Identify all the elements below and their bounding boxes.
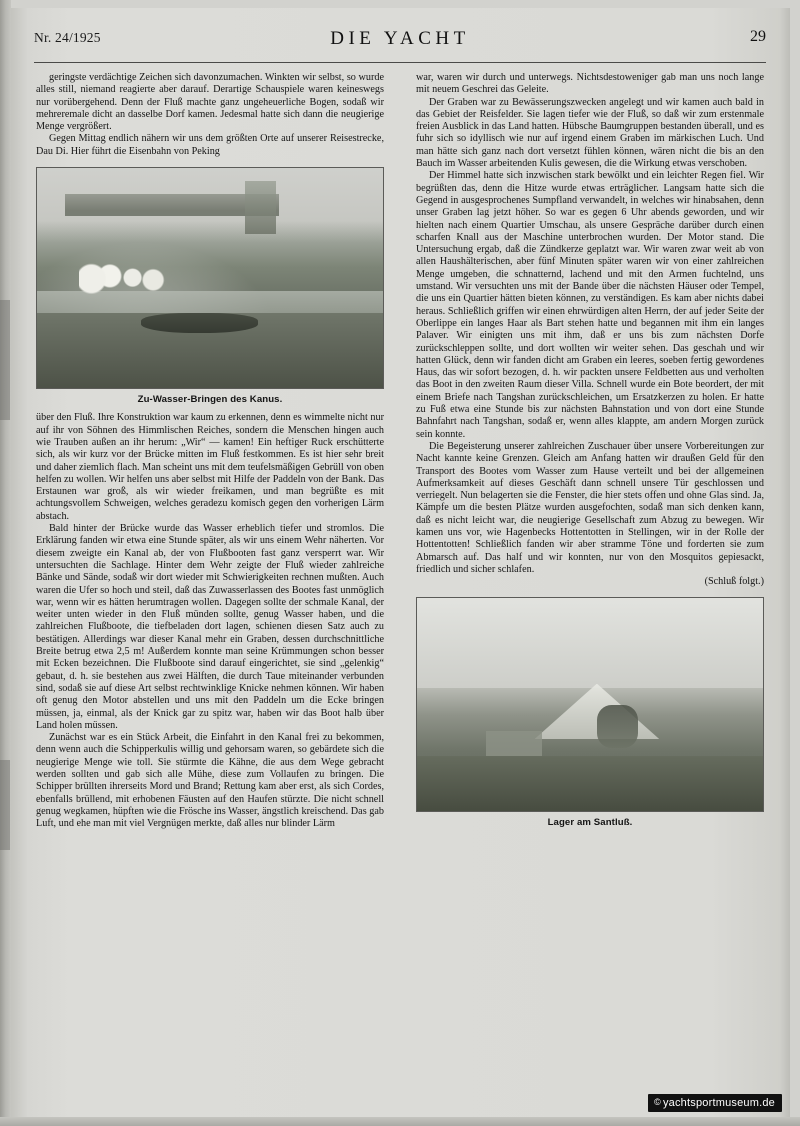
figure-caption-bottom: Lager am Santluß. (547, 817, 633, 829)
page-number: 29 (750, 28, 766, 45)
photo-river-bridge-crew (36, 167, 384, 389)
paragraph: Gegen Mittag endlich nähern wir uns dem größten Orte auf unserer Reisestrecke, Dau Di. Hier führt die Eisenbahn von Peking (36, 133, 384, 157)
paragraph: Zunächst war es ein Stück Arbeit, die Einfahrt in den Kanal frei zu bekommen, denn wenn auch die Schipperkulis willig und gehorsam waren, so gebärdete sich die neugierige Menge wie toll. Sie stürmte die Kähne, die aus dem Wege gebracht werden sollten und gab sich alle Mühe, diese zum Vollaufen zu bringen. Die Schipper brüllten ihrerseits Mord und Brand; Rettung kam aber erst, als sich Cordes, ebenfalls brüllend, mit erhobenen Fäusten auf den Haufen stürzte. Die nicht schnell genug wegkamen, hüpften wie die Frösche ins Wasser, ängstlich kreischend. Das gab Luft, und ehe man mit viel Vergnügen merkte, daß alles nur blinder Lärm (36, 732, 384, 830)
column-left (36, 72, 384, 830)
photo-detail-sky (417, 598, 763, 687)
photo-detail-people (79, 256, 183, 313)
copyright-icon: © (654, 1097, 661, 1107)
watermark-text: yachtsportmuseum.de (662, 1097, 775, 1109)
page-bottom-edge (0, 1117, 800, 1126)
header-rule (34, 62, 766, 63)
paragraph: Die Begeisterung unserer zahlreichen Zuschauer über unsere Vorbereitungen zur Nacht kannte keine Grenzen. Gleich am Anfang hatten wir draußen Geld für den Transport des Bootes vom Wasser zum Hause verteilt und bei der allgemeinen Aufmerksamkeit auf dieses Geschäft dann schnell unsere Tür geschlossen und verriegelt. Nun belagerten sie die Fenster, die hier stets offen und ohne Glas sind. Ja, Kämpfe um die besten Plätze wurden ausgefochten, sodaß man sich denken kann, daß es nicht leicht war, die neugierige Gesellschaft zum Abzug zu bewegen. Wir kamen uns vor, wie Hagenbecks Hottentotten in Stellingen, wir in der Rolle der Hottentotten! Schließlich fanden wir aber stramme Töne und forderten sie zum Abmarsch auf. Das half und wir konnten, nur von den Mosquitos gepiesackt, friedlich und sicher schlafen. (416, 440, 764, 575)
paragraph: Der Himmel hatte sich inzwischen stark bewölkt und ein leichter Regen fiel. Wir begrüßten das, denn die Hitze wurde etwas erträglicher. Langsam hatte sich die Gegend in ausgesprochenes Sumpfland verwandelt, in welches wir hinabsahen, denn unser Graben lag jetzt höher. So war es gegen 6 Uhr abends geworden, und wir hielten nach einem Quartier Umschau, als unsere Gespräche darüber durch einen scharfen Knall aus der Maschine unterbrochen wurden. Der Motor stand. Die Untersuchung ergab, daß die Zündkerze geplatzt war. Wir waren zwar weit ab von allen Haushälterischen, aber fünf Minuten später waren wir von einer zahlreichen Menge umgeben, die schnatternd, lachend und mit den Armen fuchtelnd, uns umstand. Wir versuchten uns mit der Bande über die nächsten Häuser oder Tempel, die uns ein Quartier hätten bieten können, zu verständigen. Es kam aber nichts dabei heraus. Schließlich griffen wir einen ehrwürdigen alten Herrn, der auf jeder Seite der Oberlippe ein langes Haar als Bart stehen hatte und begannen mit ihm ein langes Palaver. Wir einigten uns mit ihm, daß er uns bis zum nächsten Dorfe zurückschleppen sollte, und dort wollten wir weiter sehen. Das geschah und wir hatten Glück, denn wir fanden dicht am Graben ein leeres, soeben fertig gewordenes Haus, das wir sofort bezogen, d. h. wir packten unsere Feldbetten aus und verholten das Boot in den zweiten Raum dieser Villa. Schnell wurde ein Bote beordert, der mit einem Briefe nach Tangshan zurückschleichen, um Ersatzkerzen zu holen. Er hatte zu Fuß etwa eine Stunde bis zur nächsten Bahnstation und von dort eine Stunde Bahnfahrt nach Tangshan, sodaß er, wenn alles klappte, am andern Morgen zurück sein konnte. (416, 170, 764, 440)
photo-detail-person (597, 705, 639, 748)
paragraph: war, waren wir durch und unterwegs. Nichtsdestoweniger gab man uns noch lange mit neuem Geschrei das Geleite. (416, 72, 764, 96)
paragraph: Bald hinter der Brücke wurde das Wasser erheblich tiefer und stromlos. Die Erklärung fanden wir etwa eine Stunde später, als wir uns einem Wehr näherten. Vor diesem zweigte ein Kanal ab, der von Flußbooten fast ganz versperrt war. Wir untersuchten die Sachlage. Hinter dem Wehr zeigte der Fluß wieder zahlreiche Bänke und Sände, sodaß wir dort wieder mit Schwierigkeiten rechnen mußten. Auch waren die Ufer so hoch und steil, daß das Zuwasserlassen des Bootes fast unmöglich war, wenn wir es hätten herumtragen wollen. Dagegen sollte der schmale Kanal, der weiter unten wieder in den Fluß münden sollte, genug Wasser haben, und die zahlreichen Flußboote, die tiefbeladen dort lagen, schienen diesen Satz auch zu bestätigen. Allerdings war dieser Kanal mehr ein Graben, dessen durchschnittliche Breite betrug etwa 2,5 m! Außerdem konnte man seine Krümmungen schon besser mit Ecken bezeichnen. Die Flußboote sind darauf eingerichtet, sie sind „gelenkig“ gebaut, d. h. sie bestehen aus zwei Hälften, die durch Taue miteinander verbunden sind, sodaß sie auf diese Art selbst rechtwinklige Knicke nehmen können. Wir haben oft genug den Motor abstellen und uns mit den Paddeln um die Ecke bringen müssen, ja, einmal, als der Knick gar zu spitz war, haben wir das Boot halb über Land holen müssen. (36, 523, 384, 731)
edge-artifact (0, 760, 10, 850)
figure-top (36, 167, 384, 406)
page-header (34, 28, 766, 58)
photo-detail-canoe (141, 313, 259, 333)
figure-bottom (416, 597, 764, 829)
edge-artifact (0, 300, 10, 420)
issue-number: Nr. 24/1925 (34, 30, 101, 45)
photo-camp-tent (416, 597, 764, 812)
magazine-title: DIE YACHT (330, 28, 470, 49)
paragraph: geringste verdächtige Zeichen sich davonzumachen. Winkten wir selbst, so wurde alles still, niemand reagierte aber darauf. Derartige Schauspiele waren keineswegs nur vorübergehend. Denn der Fluß machte ganz ungeheuerliche Bogen, sodaß wir mehreremale dicht an dasselbe Dorf kamen. Jedesmal hatte sich dann die neugierige Menge vergrößert. (36, 72, 384, 133)
watermark (648, 1094, 782, 1112)
paragraph: über den Fluß. Ihre Konstruktion war kaum zu erkennen, denn es wimmelte nicht nur auf ihr von Söhnen des Himmlischen Reiches, sondern die Menschen hingen auch wie Trauben außen an ihr herum: „Wir“ — kamen! Ein heftiger Ruck erschütterte sich, als wir kurz vor der Brücke mitten im Fluß festkommen. Es ist hier sehr breit und daher ziemlich flach. Man scheint uns mit dem teufelsmäßigen Gebrüll von oben helfen zu wollen. Wir helfen uns aber selbst mit Hilfe der Paddeln von der Bank. Das Erstaunen war groß, als wir wieder freikamen, und man begrüßte es mit achtungsvollem Schweigen, welches geradezu komisch gegen den vorherigen Lärm abstach. (36, 412, 384, 522)
page-left-edge (0, 0, 11, 1126)
figure-caption-top: Zu-Wasser-Bringen des Kanus. (137, 394, 283, 406)
photo-detail-ground (417, 756, 763, 811)
photo-detail-crate (486, 731, 541, 757)
photo-detail-tower (245, 181, 276, 234)
column-right (416, 72, 764, 836)
paragraph: Der Graben war zu Bewässerungszwecken angelegt und wir kamen auch bald in das Gebiet der Reisfelder. Sie lagen tiefer wie der Fluß, so daß wir zum erstenmale freien Ausblick in das Land hatten. Hübsche Baumgruppen bestanden überall, und es fuhr sich so idyllisch wie nur auf irgend einem Graben im märkischen Luch. Und man hätte sich ganz nach dort versetzt fühlen können, wären nicht die bis an den Bauch im Wasser arbeitenden Kulis gewesen, die die Wirkung etwas verschoben. (416, 96, 764, 170)
paragraph-closing-note: (Schluß folgt.) (704, 576, 764, 588)
